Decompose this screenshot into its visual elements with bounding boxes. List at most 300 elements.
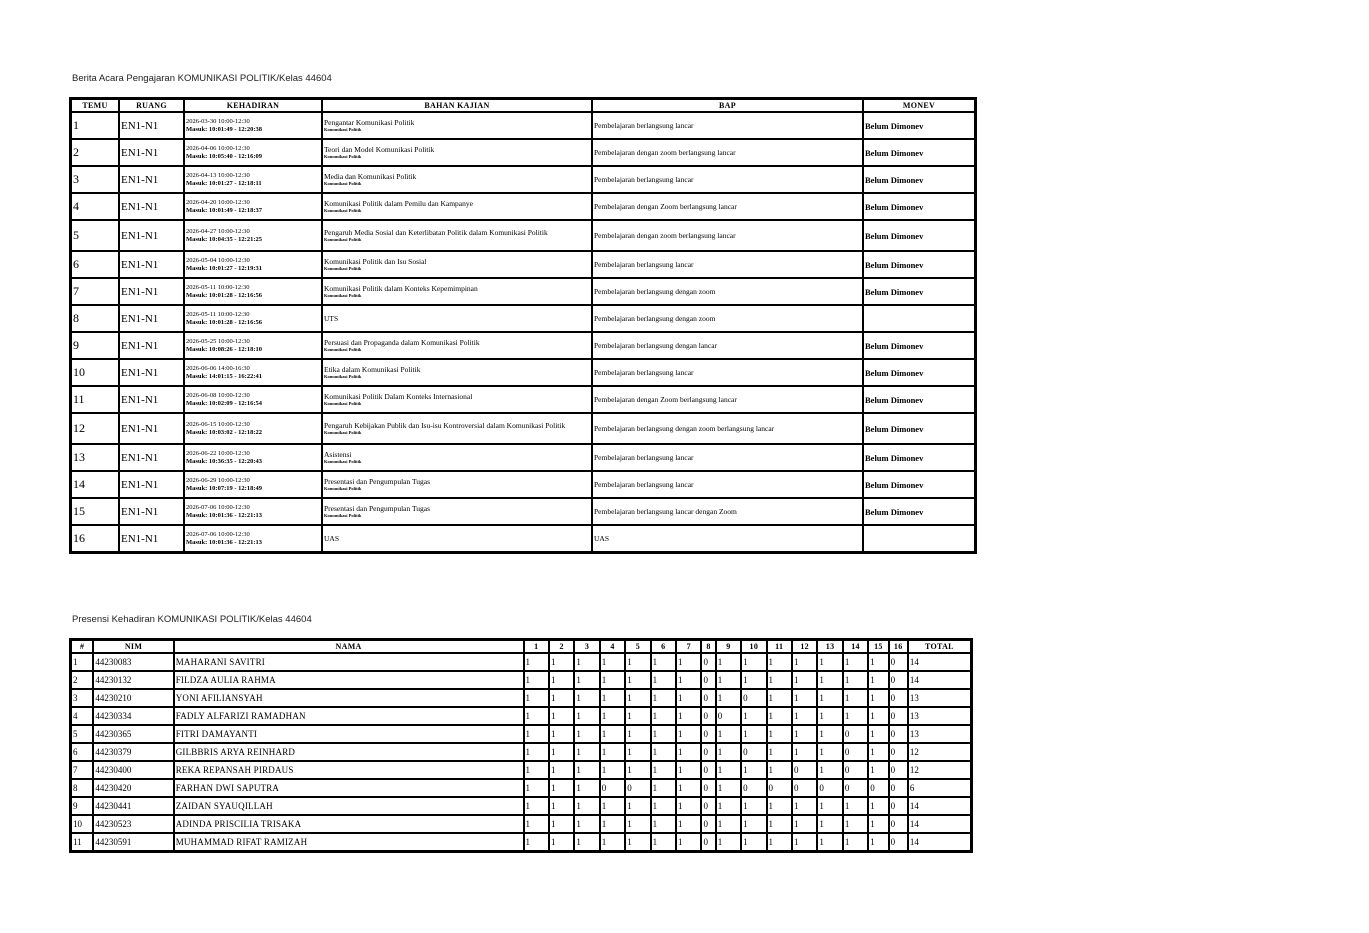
attendance-cell: 1: [868, 833, 888, 851]
attendance-cell: 1: [767, 671, 792, 689]
ruang-cell: EN1-N1: [119, 278, 184, 305]
col-header-meeting-14: 14: [843, 640, 868, 653]
ruang-cell: EN1-N1: [119, 166, 184, 193]
nim-cell: 44230523: [93, 815, 173, 833]
table-row: [71, 112, 975, 139]
attendance-cell: 0: [701, 653, 715, 671]
bahan-course-text: Komunikasi Politik: [324, 459, 362, 464]
presensi-caption: Presensi Kehadiran KOMUNIKASI POLITIK/Kelas 44604: [72, 614, 312, 625]
bahan-topic-text: Presentasi dan Pengumpulan Tugas: [324, 477, 431, 486]
col-header-meeting-11: 11: [767, 640, 792, 653]
table-row: [71, 193, 975, 220]
bahan-course-text: Komunikasi Politik: [324, 127, 362, 132]
col-header-monev: MONEV: [863, 99, 975, 112]
attendance-cell: 1: [741, 833, 766, 851]
attendance-cell: 1: [549, 671, 574, 689]
attendance-cell: 0: [741, 779, 766, 797]
no-cell: 3: [71, 689, 93, 707]
bahan-course-text: Komunikasi Politik: [324, 181, 362, 186]
attendance-cell: 1: [676, 671, 701, 689]
attendance-cell: 1: [549, 815, 574, 833]
bahan-kajian-cell: [322, 498, 592, 525]
bahan-topic-text: Etika dalam Komunikasi Politik: [324, 365, 421, 374]
attendance-cell: 1: [549, 779, 574, 797]
attendance-cell: 0: [792, 761, 817, 779]
table-row: [71, 815, 971, 833]
monev-cell: Belum Dimonev: [863, 498, 975, 525]
attendance-cell: 1: [549, 833, 574, 851]
bahan-kajian-cell: [322, 471, 592, 498]
ruang-cell: EN1-N1: [119, 112, 184, 139]
monev-cell: Belum Dimonev: [863, 251, 975, 278]
bahan-kajian-cell: [322, 139, 592, 166]
nama-cell: YONI AFILIANSYAH: [174, 689, 524, 707]
ruang-cell: EN1-N1: [119, 444, 184, 471]
attendance-cell: 1: [767, 815, 792, 833]
kehadiran-cell: [184, 359, 322, 386]
attendance-cell: 1: [625, 725, 650, 743]
nim-cell: 44230083: [93, 653, 173, 671]
monev-cell: Belum Dimonev: [863, 166, 975, 193]
attendance-cell: 0: [741, 689, 766, 707]
attendance-cell: 0: [741, 743, 766, 761]
col-header-bahan-kajian: BAHAN KAJIAN: [322, 99, 592, 112]
col-header-meeting-13: 13: [817, 640, 842, 653]
total-cell: 12: [908, 761, 971, 779]
attendance-cell: 1: [792, 653, 817, 671]
col-header-meeting-16: 16: [889, 640, 908, 653]
bap-cell: UAS: [592, 525, 863, 552]
attendance-cell: 1: [574, 743, 599, 761]
attendance-cell: 1: [843, 689, 868, 707]
attendance-cell: 1: [868, 689, 888, 707]
attendance-cell: 1: [767, 761, 792, 779]
bahan-kajian-cell: [322, 413, 592, 444]
attendance-cell: 1: [524, 689, 549, 707]
col-header-meeting-7: 7: [676, 640, 701, 653]
jadwal-text: 2026-05-11 10:00-12:30: [186, 310, 250, 318]
bap-cell: Pembelajaran berlangsung lancar dengan Zoom: [592, 498, 863, 525]
attendance-cell: 1: [625, 815, 650, 833]
bap-table-body: [71, 112, 975, 552]
nama-cell: GILBBRIS ARYA REINHARD: [174, 743, 524, 761]
total-cell: 14: [908, 653, 971, 671]
attendance-cell: 1: [868, 707, 888, 725]
nama-cell: FADLY ALFARIZI RAMADHAN: [174, 707, 524, 725]
table-row: [71, 761, 971, 779]
attendance-cell: 1: [524, 761, 549, 779]
table-row: [71, 471, 975, 498]
attendance-cell: 1: [524, 833, 549, 851]
table-row: [71, 653, 971, 671]
nama-cell: ADINDA PRISCILIA TRISAKA: [174, 815, 524, 833]
attendance-cell: 0: [701, 761, 715, 779]
bap-caption: Berita Acara Pengajaran KOMUNIKASI POLITIK/Kelas 44604: [72, 73, 332, 84]
attendance-cell: 1: [767, 743, 792, 761]
table-row: [71, 386, 975, 413]
nama-cell: FITRI DAMAYANTI: [174, 725, 524, 743]
attendance-cell: 0: [868, 779, 888, 797]
attendance-cell: 1: [676, 815, 701, 833]
bap-cell: Pembelajaran berlangsung lancar: [592, 251, 863, 278]
attendance-cell: 1: [792, 671, 817, 689]
attendance-cell: 1: [574, 707, 599, 725]
bahan-course-text: Komunikasi Politik: [324, 401, 362, 406]
bahan-topic-text: Teori dan Model Komunikasi Politik: [324, 145, 435, 154]
masuk-text: Masuk: 10:08:26 - 12:18:10: [186, 345, 263, 353]
jadwal-text: 2026-06-06 14:00-16:30: [186, 364, 250, 372]
bap-cell: Pembelajaran berlangsung lancar: [592, 112, 863, 139]
attendance-cell: 1: [524, 743, 549, 761]
col-header-meeting-12: 12: [792, 640, 817, 653]
bahan-kajian-cell: [322, 220, 592, 251]
bahan-topic-text: Presentasi dan Pengumpulan Tugas: [324, 504, 431, 513]
col-header-nim: NIM: [93, 640, 173, 653]
nama-cell: MAHARANI SAVITRI: [174, 653, 524, 671]
jadwal-text: 2026-07-06 10:00-12:30: [186, 503, 250, 511]
jadwal-text: 2026-06-22 10:00-12:30: [186, 449, 250, 457]
total-cell: 14: [908, 833, 971, 851]
attendance-cell: 1: [574, 779, 599, 797]
monev-cell: Belum Dimonev: [863, 193, 975, 220]
bahan-course-text: Komunikasi Politik: [324, 374, 362, 379]
attendance-cell: 1: [716, 761, 741, 779]
attendance-cell: 1: [817, 725, 842, 743]
attendance-cell: 1: [549, 797, 574, 815]
bahan-course-text: Komunikasi Politik: [324, 154, 362, 159]
ruang-cell: EN1-N1: [119, 359, 184, 386]
monev-cell: [863, 305, 975, 332]
temu-cell: 2: [71, 139, 119, 166]
table-row: [71, 833, 971, 851]
no-cell: 2: [71, 671, 93, 689]
attendance-cell: 1: [792, 797, 817, 815]
attendance-cell: 0: [701, 671, 715, 689]
temu-cell: 15: [71, 498, 119, 525]
attendance-cell: 1: [792, 833, 817, 851]
kehadiran-cell: [184, 166, 322, 193]
ruang-cell: EN1-N1: [119, 332, 184, 359]
jadwal-text: 2026-04-20 10:00-12:30: [186, 198, 250, 206]
ruang-cell: EN1-N1: [119, 471, 184, 498]
attendance-cell: 0: [889, 707, 908, 725]
attendance-cell: 1: [676, 833, 701, 851]
ruang-cell: EN1-N1: [119, 220, 184, 251]
nim-cell: 44230365: [93, 725, 173, 743]
masuk-text: Masuk: 10:01:28 - 12:16:56: [186, 291, 263, 299]
bahan-course-text: Komunikasi Politik: [324, 208, 362, 213]
attendance-cell: 1: [651, 833, 676, 851]
bahan-topic-text: Pengaruh Kebijakan Publik dan Isu-isu Kontroversial dalam Komunikasi Politik: [324, 421, 566, 430]
presensi-header-row: [71, 640, 971, 653]
attendance-cell: 1: [600, 725, 625, 743]
attendance-cell: 1: [843, 797, 868, 815]
kehadiran-cell: [184, 220, 322, 251]
attendance-cell: 1: [574, 725, 599, 743]
col-header-meeting-3: 3: [574, 640, 599, 653]
table-row: [71, 444, 975, 471]
bap-cell: Pembelajaran berlangsung dengan zoom: [592, 278, 863, 305]
table-row: [71, 251, 975, 278]
attendance-cell: 1: [676, 761, 701, 779]
no-cell: 9: [71, 797, 93, 815]
attendance-cell: 0: [889, 761, 908, 779]
masuk-text: Masuk: 10:07:19 - 12:18:49: [186, 484, 263, 492]
attendance-cell: 1: [817, 671, 842, 689]
masuk-text: Masuk: 10:36:35 - 12:20:43: [186, 457, 263, 465]
attendance-cell: 0: [701, 797, 715, 815]
kehadiran-cell: [184, 305, 322, 332]
attendance-cell: 1: [792, 707, 817, 725]
kehadiran-cell: [184, 332, 322, 359]
attendance-cell: 0: [701, 743, 715, 761]
table-row: [71, 671, 971, 689]
bap-cell: Pembelajaran berlangsung dengan lancar: [592, 332, 863, 359]
bap-cell: Pembelajaran berlangsung lancar: [592, 444, 863, 471]
attendance-cell: 1: [817, 689, 842, 707]
bahan-topic-text: UTS: [324, 313, 339, 323]
nim-cell: 44230591: [93, 833, 173, 851]
attendance-cell: 1: [868, 725, 888, 743]
bahan-course-text: Komunikasi Politik: [324, 293, 362, 298]
total-cell: 6: [908, 779, 971, 797]
no-cell: 5: [71, 725, 93, 743]
bap-cell: Pembelajaran dengan zoom berlangsung lancar: [592, 220, 863, 251]
bahan-course-text: Komunikasi Politik: [324, 513, 362, 518]
col-header-no: #: [71, 640, 93, 653]
bahan-kajian-cell: [322, 112, 592, 139]
col-header-meeting-9: 9: [716, 640, 741, 653]
attendance-cell: 1: [574, 761, 599, 779]
attendance-cell: 0: [817, 779, 842, 797]
attendance-cell: 1: [792, 743, 817, 761]
bahan-kajian-cell: [322, 193, 592, 220]
attendance-cell: 1: [741, 761, 766, 779]
attendance-cell: 1: [868, 797, 888, 815]
col-header-meeting-10: 10: [741, 640, 766, 653]
nama-cell: MUHAMMAD RIFAT RAMIZAH: [174, 833, 524, 851]
table-row: [71, 305, 975, 332]
table-row: [71, 707, 971, 725]
attendance-cell: 1: [868, 671, 888, 689]
attendance-cell: 1: [600, 743, 625, 761]
attendance-cell: 1: [524, 671, 549, 689]
attendance-cell: 0: [792, 779, 817, 797]
bahan-course-text: Komunikasi Politik: [324, 430, 362, 435]
attendance-cell: 1: [524, 725, 549, 743]
ruang-cell: EN1-N1: [119, 139, 184, 166]
jadwal-text: 2026-05-11 10:00-12:30: [186, 283, 250, 291]
attendance-cell: 1: [741, 653, 766, 671]
ruang-cell: EN1-N1: [119, 413, 184, 444]
attendance-cell: 0: [625, 779, 650, 797]
total-cell: 14: [908, 815, 971, 833]
kehadiran-cell: [184, 251, 322, 278]
kehadiran-cell: [184, 139, 322, 166]
monev-cell: Belum Dimonev: [863, 139, 975, 166]
bap-cell: Pembelajaran berlangsung dengan zoom berlangsung lancar: [592, 413, 863, 444]
jadwal-text: 2026-05-25 10:00-12:30: [186, 337, 250, 345]
table-row: [71, 278, 975, 305]
bahan-topic-text: Asistensi: [324, 450, 352, 459]
masuk-text: Masuk: 10:01:36 - 12:21:13: [186, 511, 263, 519]
ruang-cell: EN1-N1: [119, 305, 184, 332]
col-header-meeting-2: 2: [549, 640, 574, 653]
attendance-cell: 1: [868, 653, 888, 671]
table-row: [71, 166, 975, 193]
attendance-cell: 0: [889, 725, 908, 743]
jadwal-text: 2026-07-06 10:00-12:30: [186, 530, 250, 538]
ruang-cell: EN1-N1: [119, 251, 184, 278]
col-header-ruang: RUANG: [119, 99, 184, 112]
total-cell: 14: [908, 671, 971, 689]
attendance-cell: 1: [716, 797, 741, 815]
temu-cell: 9: [71, 332, 119, 359]
nama-cell: ZAIDAN SYAUQILLAH: [174, 797, 524, 815]
masuk-text: Masuk: 10:01:36 - 12:21:13: [186, 538, 263, 546]
monev-cell: Belum Dimonev: [863, 278, 975, 305]
attendance-cell: 1: [524, 707, 549, 725]
table-row: [71, 359, 975, 386]
attendance-cell: 1: [817, 743, 842, 761]
attendance-cell: 1: [524, 653, 549, 671]
attendance-cell: 0: [843, 779, 868, 797]
jadwal-text: 2026-06-29 10:00-12:30: [186, 476, 250, 484]
bap-cell: Pembelajaran berlangsung dengan zoom: [592, 305, 863, 332]
total-cell: 12: [908, 743, 971, 761]
total-cell: 14: [908, 797, 971, 815]
ruang-cell: EN1-N1: [119, 525, 184, 552]
nim-cell: 44230441: [93, 797, 173, 815]
attendance-cell: 0: [716, 707, 741, 725]
attendance-cell: 1: [524, 797, 549, 815]
col-header-nama: NAMA: [174, 640, 524, 653]
bap-cell: Pembelajaran dengan Zoom berlangsung lancar: [592, 193, 863, 220]
attendance-cell: 1: [625, 761, 650, 779]
attendance-cell: 1: [549, 689, 574, 707]
attendance-cell: 1: [549, 725, 574, 743]
bahan-course-text: Komunikasi Politik: [324, 237, 362, 242]
attendance-cell: 1: [600, 689, 625, 707]
attendance-cell: 0: [889, 653, 908, 671]
col-header-total: TOTAL: [908, 640, 971, 653]
ruang-cell: EN1-N1: [119, 498, 184, 525]
bahan-topic-text: Persuasi dan Propaganda dalam Komunikasi Politik: [324, 338, 480, 347]
attendance-cell: 1: [767, 653, 792, 671]
attendance-cell: 1: [741, 671, 766, 689]
attendance-cell: 0: [889, 815, 908, 833]
attendance-cell: 1: [574, 833, 599, 851]
monev-cell: [863, 525, 975, 552]
bahan-topic-text: Komunikasi Politik dalam Pemilu dan Kampanye: [324, 199, 473, 208]
col-header-meeting-15: 15: [868, 640, 888, 653]
attendance-cell: 1: [817, 761, 842, 779]
attendance-cell: 1: [651, 815, 676, 833]
nim-cell: 44230334: [93, 707, 173, 725]
temu-cell: 8: [71, 305, 119, 332]
col-header-meeting-4: 4: [600, 640, 625, 653]
attendance-cell: 0: [701, 707, 715, 725]
attendance-cell: 1: [843, 833, 868, 851]
kehadiran-cell: [184, 444, 322, 471]
attendance-cell: 0: [889, 779, 908, 797]
bahan-topic-text: Komunikasi Politik dalam Konteks Kepemimpinan: [324, 284, 478, 293]
attendance-cell: 1: [716, 833, 741, 851]
nama-cell: FILDZA AULIA RAHMA: [174, 671, 524, 689]
col-header-kehadiran: KEHADIRAN: [184, 99, 322, 112]
attendance-cell: 1: [524, 779, 549, 797]
masuk-text: Masuk: 10:04:35 - 12:21:25: [186, 235, 263, 243]
bahan-topic-text: UAS: [324, 533, 340, 543]
attendance-cell: 1: [651, 707, 676, 725]
table-row: [71, 689, 971, 707]
bahan-kajian-cell: [322, 251, 592, 278]
kehadiran-cell: [184, 471, 322, 498]
attendance-cell: 1: [792, 815, 817, 833]
attendance-cell: 1: [741, 797, 766, 815]
attendance-cell: 1: [676, 797, 701, 815]
jadwal-text: 2026-04-06 10:00-12:30: [186, 144, 250, 152]
temu-cell: 5: [71, 220, 119, 251]
masuk-text: Masuk: 10:01:49 - 12:20:38: [186, 125, 263, 133]
bahan-kajian-cell: [322, 444, 592, 471]
attendance-cell: 1: [574, 815, 599, 833]
bap-table: [69, 97, 977, 554]
no-cell: 7: [71, 761, 93, 779]
attendance-cell: 1: [716, 689, 741, 707]
attendance-cell: 1: [600, 653, 625, 671]
kehadiran-cell: [184, 386, 322, 413]
table-row: [71, 498, 975, 525]
masuk-text: Masuk: 14:01:15 - 16:22:41: [186, 372, 263, 380]
attendance-cell: 1: [549, 707, 574, 725]
kehadiran-cell: [184, 525, 322, 552]
no-cell: 6: [71, 743, 93, 761]
nim-cell: 44230132: [93, 671, 173, 689]
attendance-cell: 1: [716, 743, 741, 761]
temu-cell: 1: [71, 112, 119, 139]
attendance-cell: 0: [600, 779, 625, 797]
ruang-cell: EN1-N1: [119, 193, 184, 220]
bahan-topic-text: Media dan Komunikasi Politik: [324, 172, 417, 181]
attendance-cell: 1: [574, 797, 599, 815]
temu-cell: 6: [71, 251, 119, 278]
attendance-cell: 1: [741, 815, 766, 833]
nim-cell: 44230420: [93, 779, 173, 797]
attendance-cell: 0: [701, 725, 715, 743]
bahan-topic-text: Komunikasi Politik Dalam Konteks Internasional: [324, 392, 473, 401]
attendance-cell: 1: [625, 743, 650, 761]
bahan-kajian-cell: [322, 525, 592, 552]
attendance-cell: 1: [600, 833, 625, 851]
monev-cell: Belum Dimonev: [863, 413, 975, 444]
col-header-meeting-1: 1: [524, 640, 549, 653]
attendance-cell: 1: [792, 725, 817, 743]
attendance-cell: 1: [817, 653, 842, 671]
attendance-cell: 1: [676, 779, 701, 797]
attendance-cell: 1: [651, 689, 676, 707]
table-row: [71, 220, 975, 251]
nama-cell: REKA REPANSAH PIRDAUS: [174, 761, 524, 779]
attendance-cell: 1: [676, 689, 701, 707]
monev-cell: Belum Dimonev: [863, 332, 975, 359]
attendance-cell: 1: [625, 653, 650, 671]
bahan-topic-text: Pengaruh Media Sosial dan Keterlibatan Politik dalam Komunikasi Politik: [324, 228, 548, 237]
masuk-text: Masuk: 10:05:40 - 12:16:09: [186, 152, 263, 160]
bahan-kajian-cell: [322, 332, 592, 359]
kehadiran-cell: [184, 498, 322, 525]
table-row: [71, 332, 975, 359]
